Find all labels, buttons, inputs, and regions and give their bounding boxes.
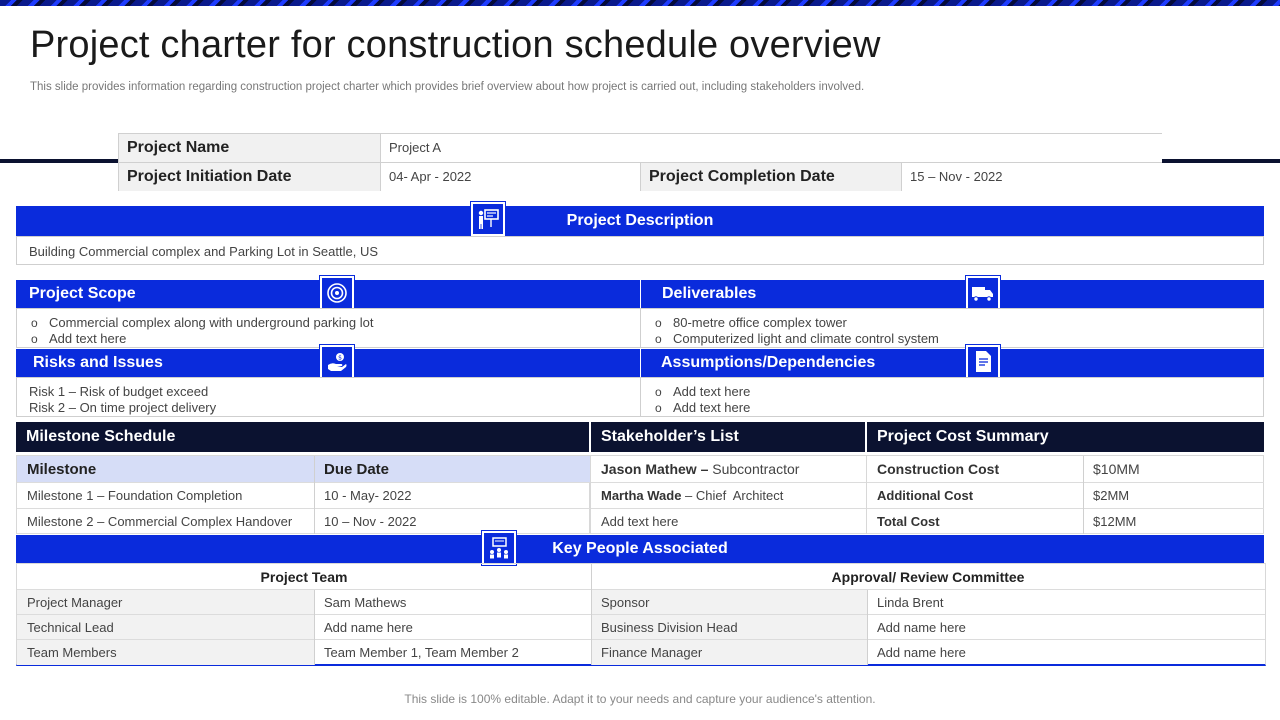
milestone-schedule-header <box>16 422 589 452</box>
project-name-label: Project Name <box>119 134 380 162</box>
table-rule <box>867 590 868 665</box>
team-role: Technical Lead <box>17 615 314 640</box>
presentation-board-icon <box>471 202 505 236</box>
milestone-date: 10 – Nov - 2022 <box>314 509 590 534</box>
divider-left <box>0 159 120 163</box>
milestone-name: Milestone 2 – Commercial Complex Handover <box>17 509 314 534</box>
top-decorative-stripe <box>0 0 1280 6</box>
divider-right <box>1162 159 1280 163</box>
committee-role: Sponsor <box>591 590 867 615</box>
stakeholder-role: – Chief Architect <box>681 488 784 503</box>
project-description-body <box>16 236 1264 265</box>
table-rule <box>1083 456 1084 534</box>
key-people-header <box>16 535 1264 563</box>
team-member-name: Add name here <box>314 615 591 640</box>
stakeholders-table <box>590 455 867 534</box>
assumptions-header <box>641 349 1264 377</box>
key-people-table <box>16 563 1266 666</box>
team-meeting-icon <box>482 531 516 565</box>
scope-item: o Add text here <box>31 331 126 346</box>
team-role: Team Members <box>17 640 314 665</box>
cost-value: $10MM <box>1083 456 1264 483</box>
team-member-name: Team Member 1, Team Member 2 <box>324 645 519 660</box>
team-member-name: Sam Mathews <box>314 590 591 615</box>
risks-body <box>16 377 641 417</box>
project-description-header <box>16 206 1264 236</box>
document-icon <box>966 345 1000 379</box>
page-title: Project charter for construction schedule overview <box>30 24 881 66</box>
cost-label: Total Cost <box>867 509 1083 534</box>
risks-title: Risks and Issues <box>33 354 163 371</box>
svg-text:$: $ <box>338 354 342 362</box>
milestone-table <box>16 455 590 534</box>
stakeholder-row <box>591 483 866 509</box>
deliverables-item: o Computerized light and climate control system <box>655 331 939 346</box>
hand-coin-icon <box>320 345 354 379</box>
footer-note: This slide is 100% editable. Adapt it to your needs and capture your audience's attention. <box>404 692 876 706</box>
delivery-truck-icon <box>966 276 1000 310</box>
committee-member-name: Add name here <box>867 615 1265 640</box>
stakeholders-title: Stakeholder’s List <box>601 428 739 445</box>
table-rule <box>901 163 902 191</box>
project-scope-body <box>16 308 641 348</box>
cost-summary-title: Project Cost Summary <box>877 428 1049 445</box>
risk-item: Risk 2 – On time project delivery <box>29 400 217 415</box>
deliverables-header <box>641 280 1264 308</box>
due-date-col-header: Due Date <box>314 456 590 483</box>
milestone-name: Milestone 1 – Foundation Completion <box>17 483 314 509</box>
stakeholder-name: Martha Wade <box>601 488 682 503</box>
assumptions-body <box>640 377 1264 417</box>
scope-item: o Commercial complex along with underground parking lot <box>31 315 373 330</box>
committee-role: Finance Manager <box>591 640 867 665</box>
assumptions-item: o Add text here <box>655 400 750 415</box>
milestone-col-header: Milestone <box>17 456 314 483</box>
target-icon <box>320 276 354 310</box>
project-scope-title: Project Scope <box>29 285 136 302</box>
stakeholder-row <box>591 456 866 483</box>
project-description-title: Project Description <box>566 212 714 229</box>
table-rule <box>380 134 381 191</box>
project-name-value: Project A <box>380 134 1162 162</box>
milestone-date: 10 - May- 2022 <box>314 483 590 509</box>
project-info-table <box>118 133 1162 191</box>
cost-value: $2MM <box>1083 483 1264 509</box>
stakeholder-role: Subcontractor <box>708 461 800 477</box>
cost-value: $12MM <box>1083 509 1264 534</box>
cost-summary-table <box>866 455 1264 534</box>
project-description-text: Building Commercial complex and Parking Lot in Seattle, US <box>29 244 379 259</box>
assumptions-title: Assumptions/Dependencies <box>661 354 876 371</box>
committee-member-name: Linda Brent <box>867 590 1265 615</box>
committee-member-name: Add name here <box>877 645 966 660</box>
milestone-schedule-title: Milestone Schedule <box>26 428 176 445</box>
table-rule <box>314 590 315 665</box>
table-rule <box>591 564 592 665</box>
stakeholders-header <box>591 422 865 452</box>
cost-label: Construction Cost <box>867 456 1083 483</box>
team-role: Project Manager <box>17 590 314 615</box>
table-rule <box>314 456 315 534</box>
cost-summary-header <box>867 422 1264 452</box>
project-team-header: Project Team <box>17 564 591 590</box>
table-rule <box>640 163 641 191</box>
committee-header: Approval/ Review Committee <box>591 564 1265 590</box>
key-people-title: Key People Associated <box>552 540 728 557</box>
cost-label: Additional Cost <box>867 483 1083 509</box>
completion-date-value: 15 – Nov - 2022 <box>901 163 1162 191</box>
risk-item: Risk 1 – Risk of budget exceed <box>29 384 209 399</box>
deliverables-title: Deliverables <box>662 285 757 302</box>
stakeholder-role: Add text here <box>601 513 679 529</box>
deliverables-body <box>640 308 1264 348</box>
page-subtitle: This slide provides information regarding construction project charter which provides brief overview about how project is carried out, including stakeholders involved. <box>30 81 865 93</box>
initiation-date-value: 04- Apr - 2022 <box>380 163 640 191</box>
deliverables-item: o 80-metre office complex tower <box>655 315 847 330</box>
stakeholder-name: Jason Mathew – <box>601 461 709 477</box>
committee-role: Business Division Head <box>591 615 867 640</box>
initiation-date-label: Project Initiation Date <box>119 163 380 191</box>
completion-date-label: Project Completion Date <box>641 163 901 191</box>
stakeholder-row <box>591 509 866 534</box>
assumptions-item: o Add text here <box>655 384 750 399</box>
